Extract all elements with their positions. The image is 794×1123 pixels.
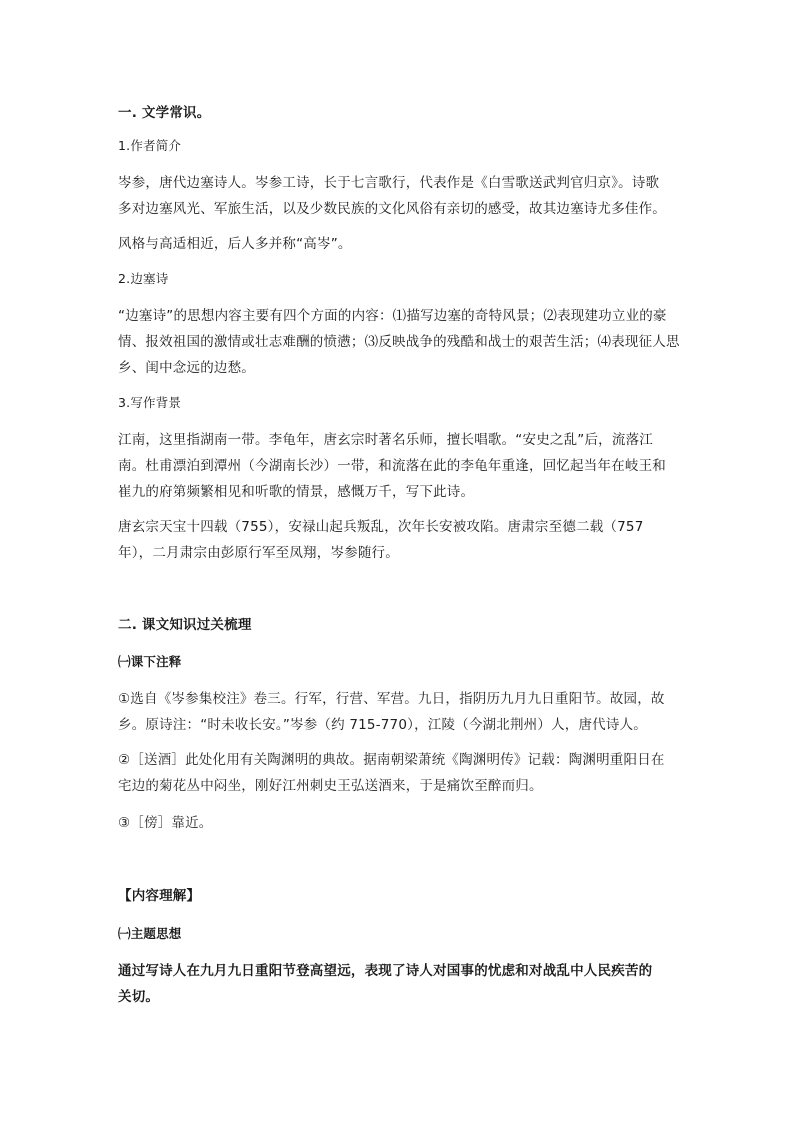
paragraph-frontier-line: 乡、闺中念远的边愁。 — [118, 360, 255, 376]
subheading-frontier-poetry: 2.边塞诗 — [118, 271, 169, 286]
subheading-writing-background: 3.写作背景 — [118, 395, 182, 410]
footnote-line: ③［傍］靠近。 — [118, 815, 213, 831]
footnote-line: ②［送酒］此处化用有关陶渊明的典故。据南朝梁萧统《陶渊明传》记载：陶渊明重阳日在 — [118, 752, 665, 768]
subheading-footnotes: ㈠课下注释 — [118, 654, 182, 669]
paragraph-author-line: 岑参，唐代边塞诗人。岑参工诗，长于七言歌行，代表作是《白雪歌送武判官归京》。诗歌 — [118, 175, 660, 191]
subheading-author-intro: 1.作者简介 — [118, 138, 182, 153]
paragraph-frontier-line: “边塞诗”的思想内容主要有四个方面的内容：⑴描写边塞的奇特风景；⑵表现建功立业的豪 — [118, 308, 667, 324]
paragraph-theme-line: 通过写诗人在九月九日重阳节登高望远，表现了诗人对国事的忧虑和对战乱中人民疾苦的 — [118, 963, 653, 979]
subheading-theme: ㈠主题思想 — [118, 926, 182, 941]
paragraph-frontier-line: 情、报效祖国的激情或壮志难酬的愤懑；⑶反映战争的残酷和战士的艰苦生活；⑷表现征人思 — [118, 334, 680, 350]
paragraph-history-line: 唐玄宗天宝十四载（755），安禄山起兵叛乱，次年长安被攻陷。唐肃宗至德二载（757 — [118, 519, 644, 535]
paragraph-author-style: 风格与高适相近，后人多并称“高岑”。 — [118, 236, 352, 252]
paragraph-theme-line: 关切。 — [118, 989, 160, 1005]
paragraph-background-line: 江南，这里指湖南一带。李龟年，唐玄宗时著名乐师，擅长唱歌。“安史之乱”后，流落江 — [118, 432, 653, 448]
section-heading-literary-knowledge: 一. 文学常识。 — [118, 105, 211, 121]
footnote-line: ①选自《岑参集校注》卷三。行军，行营、军营。九日，指阴历九月九日重阳节。故园，故 — [118, 691, 665, 707]
paragraph-background-line: 南。杜甫漂泊到潭州（今湖南长沙）一带，和流落在此的李龟年重逢，回忆起当年在岐王和 — [118, 458, 666, 474]
paragraph-history-line: 年），二月肃宗由彭原行军至凤翔，岑参随行。 — [118, 545, 399, 561]
paragraph-background-line: 崔九的府第频繁相见和听歌的情景，感慨万千，写下此诗。 — [118, 484, 475, 500]
section-heading-content-understanding: 【内容理解】 — [118, 888, 201, 904]
footnote-line: 乡。原诗注：“时未收长安。”岑参（约 715-770），江陵（今湖北荆州）人，唐代诗人。 — [118, 717, 647, 733]
paragraph-author-line: 多对边塞风光、军旅生活，以及少数民族的文化风俗有亲切的感受，故其边塞诗尤多佳作。 — [118, 201, 666, 217]
footnote-line: 宅边的菊花丛中闷坐，刚好江州刺史王弘送酒来，于是痛饮至醉而归。 — [118, 778, 543, 794]
section-heading-knowledge-review: 二. 课文知识过关梳理 — [118, 617, 252, 633]
